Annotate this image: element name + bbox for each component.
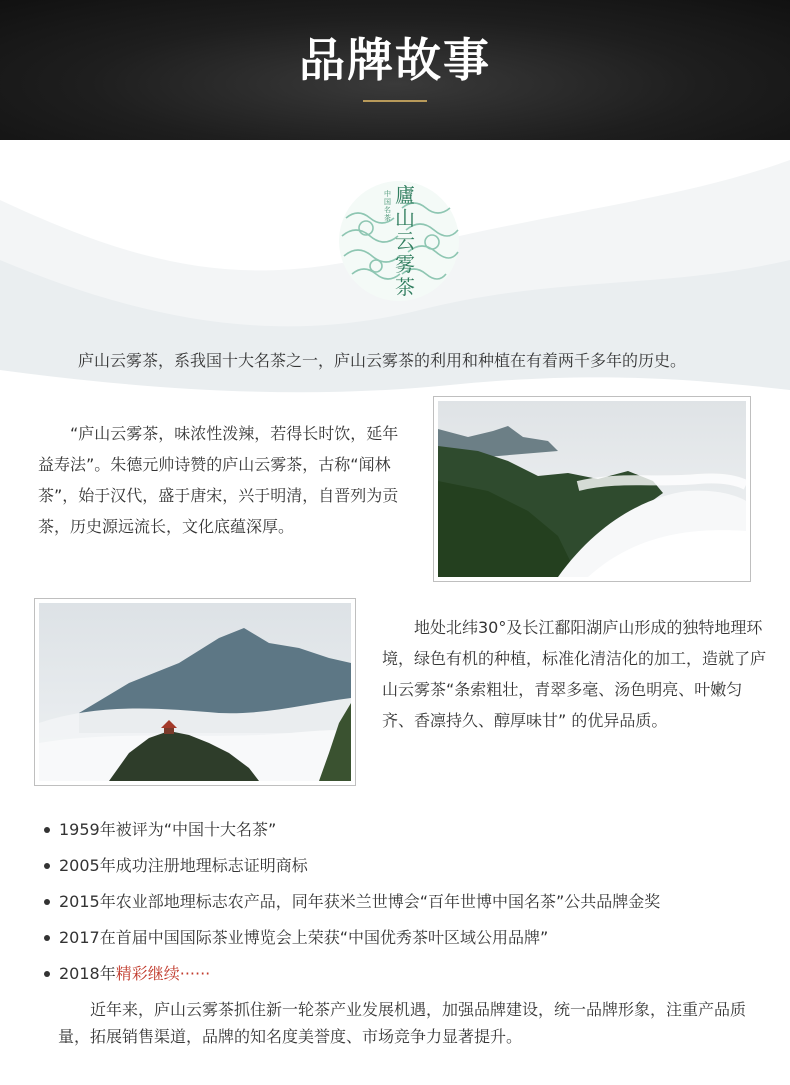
page-header bbox=[0, 0, 790, 140]
title-underline bbox=[363, 100, 427, 102]
list-item: 2015年农业部地理标志农产品，同年获米兰世博会“百年世博中国名茶”公共品牌金奖 bbox=[42, 886, 762, 922]
bullet-icon bbox=[44, 863, 50, 869]
logo-name: 廬 山 云 雾 茶 bbox=[395, 183, 415, 299]
closing-paragraph: 近年来，庐山云雾茶抓住新一轮茶产业发展机遇，加强品牌建设，统一品牌形象，注重产品质量，拓展销售渠道，品牌的知名度美誉度、市场竞争力显著提升。 bbox=[58, 1000, 747, 1046]
mountain-photo-2 bbox=[34, 598, 356, 786]
intro-text: 庐山云雾茶，系我国十大名茶之一，庐山云雾茶的利用和种植在有着两千多年的历史。 bbox=[78, 351, 687, 370]
list-item: 2018年精彩继续······ bbox=[42, 958, 762, 994]
continued-highlight: 精彩继续······ bbox=[115, 964, 211, 983]
list-item: 2005年成功注册地理标志证明商标 bbox=[42, 850, 762, 886]
list-item: 2017在首届中国国际茶业博览会上荣获“中国优秀茶叶区域公用品牌” bbox=[42, 922, 762, 958]
milestone-list bbox=[42, 814, 762, 994]
bullet-icon bbox=[44, 899, 50, 905]
brand-logo bbox=[336, 178, 462, 304]
mountain-photo-1 bbox=[433, 396, 751, 582]
bullet-icon bbox=[44, 827, 50, 833]
bullet-icon bbox=[44, 935, 50, 941]
list-item: 1959年被评为“中国十大名茶” bbox=[42, 814, 762, 850]
history-paragraph: “庐山云雾茶，味浓性泼辣，若得长时饮，延年益寿法”。朱德元帅诗赞的庐山云雾茶，古称“闻林茶”，始于汉代，盛于唐宋，兴于明清，自晋列为贡茶，历史源远流长，文化底蕴深厚。 bbox=[38, 424, 399, 536]
bullet-icon bbox=[44, 971, 50, 977]
logo-small-text: 中国名茶 bbox=[384, 190, 391, 222]
pavilion-peak-image bbox=[39, 603, 351, 781]
page-title: 品牌故事 bbox=[299, 33, 491, 87]
quality-paragraph: 地处北纬30°及长江鄱阳湖庐山形成的独特地理环境，绿色有机的种植，标准化清洁化的加工，造就了庐山云雾茶“条索粗壮，青翠多毫、汤色明亮、叶嫩匀齐、香凛持久、醇厚味甘” 的优异品质。 bbox=[382, 618, 767, 730]
mountain-cloud-image bbox=[438, 401, 746, 577]
